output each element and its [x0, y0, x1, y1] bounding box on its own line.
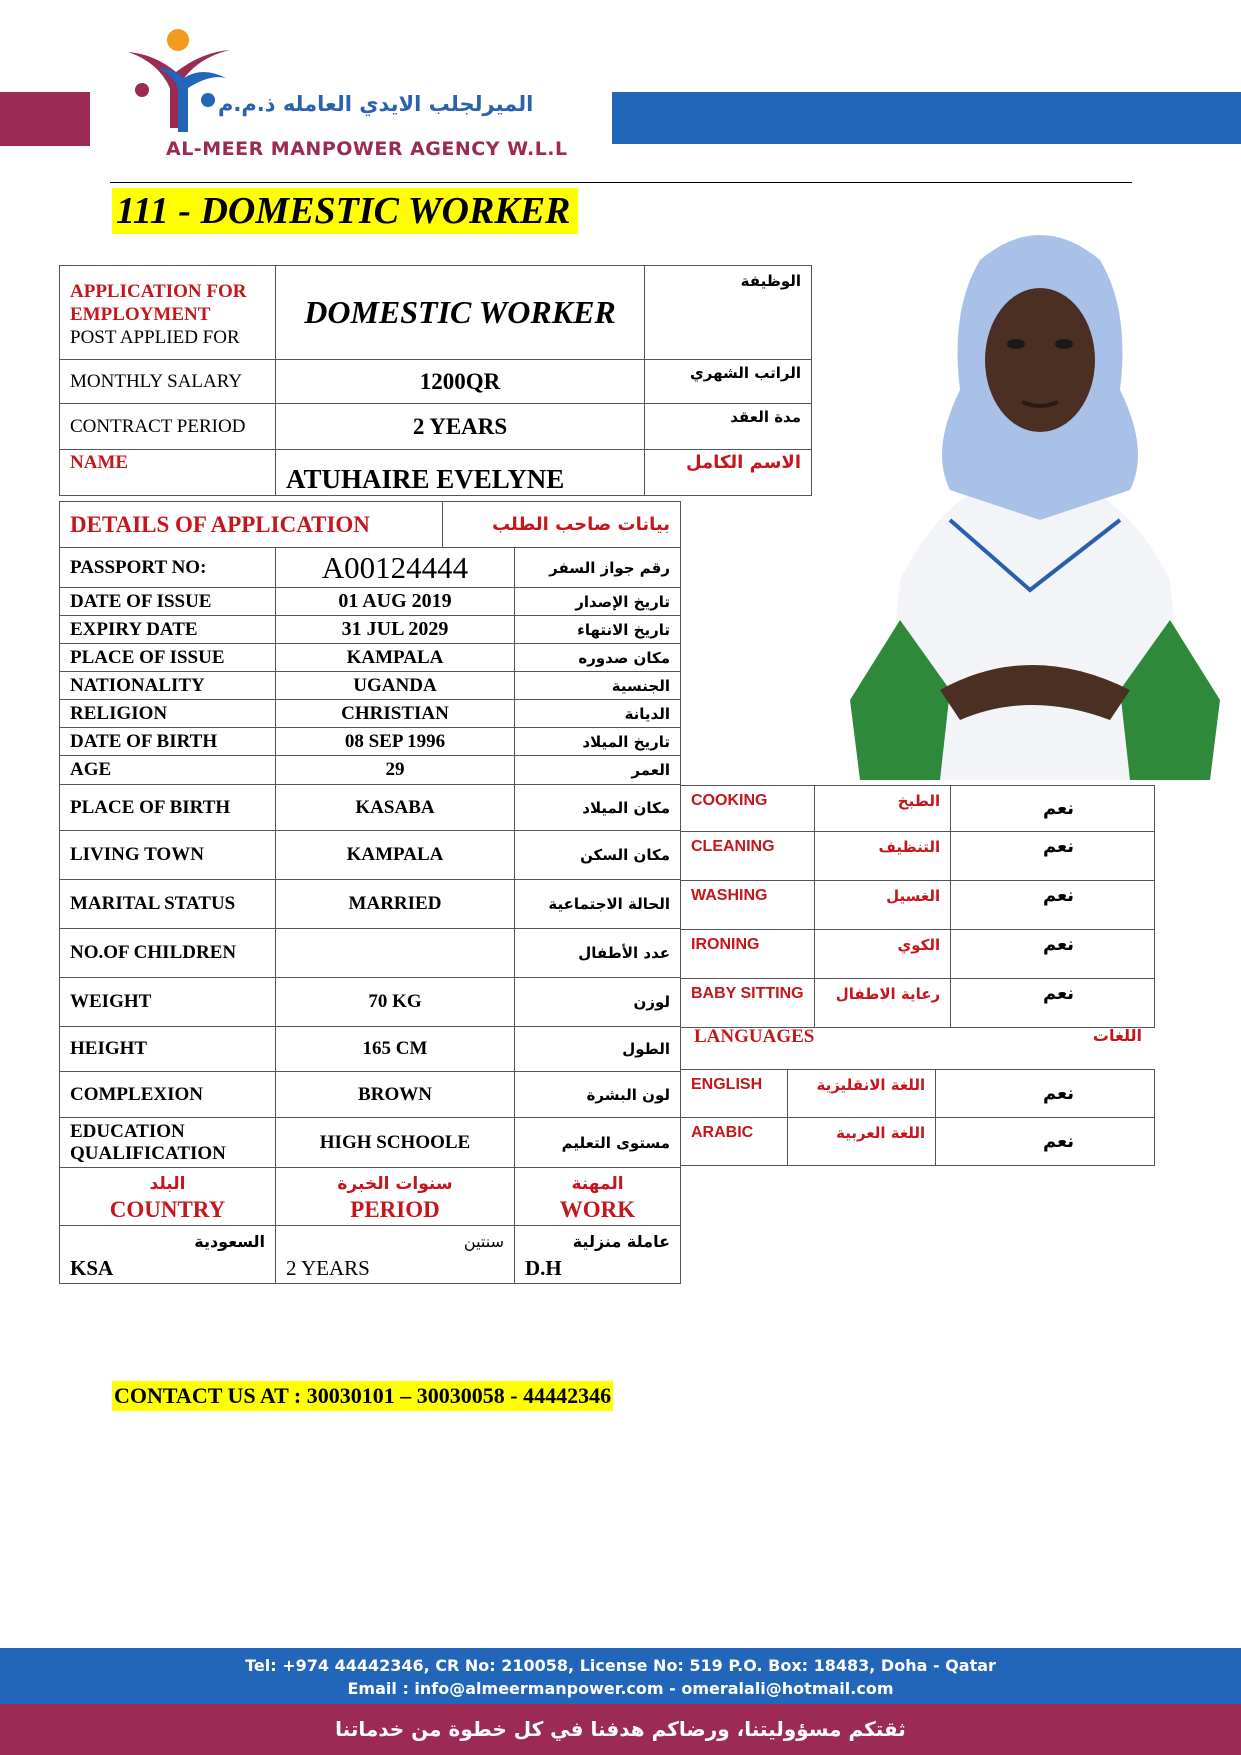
skills-table	[680, 785, 1155, 1028]
experience-row	[60, 1226, 681, 1284]
period-value: 2 YEARS	[286, 1255, 370, 1280]
table-row: AGE 29 العمر	[60, 756, 681, 785]
passport-value: A00124444	[276, 548, 515, 588]
post-applied-label: POST APPLIED FOR	[70, 327, 240, 348]
table-row: COOKING الطبخ نعم	[681, 786, 1155, 832]
work-header: WORK	[559, 1196, 636, 1222]
salary-label: MONTHLY SALARY	[60, 360, 276, 404]
logo-arabic-text: الميرلجلب الايدي العامله ذ.م.م	[218, 92, 534, 116]
post-arabic-label: الوظيفة	[645, 266, 812, 360]
header-blue-bar	[612, 92, 1241, 144]
details-title-arabic: بيانات صاحب الطلب	[443, 502, 681, 548]
applicant-photo	[830, 220, 1238, 780]
languages-table	[680, 1069, 1155, 1166]
name-arabic-label: الاسم الكامل	[645, 450, 812, 496]
table-row: BABY SITTING رعاية الاطفال نعم	[681, 979, 1155, 1028]
salary-arabic-label: الراتب الشهري	[645, 360, 812, 404]
application-table	[59, 265, 812, 496]
footer-line-2: Email : info@almeermanpower.com - omeralali@hotmail.com	[347, 1679, 894, 1698]
details-title: DETAILS OF APPLICATION	[60, 502, 443, 548]
table-row: IRONING الكوي نعم	[681, 930, 1155, 979]
table-row: DATE OF ISSUE 01 AUG 2019 تاريخ الإصدار	[60, 588, 681, 616]
contact-line: CONTACT US AT : 30030101 – 30030058 - 44442346	[112, 1381, 613, 1411]
work-arabic-header: المهنة	[571, 1173, 624, 1194]
table-row: NO.OF CHILDREN عدد الأطفال	[60, 929, 681, 978]
languages-title-arabic: اللغات	[1092, 1026, 1142, 1045]
country-arabic-header: البلد	[149, 1173, 186, 1194]
table-row: ARABIC اللغة العربية نعم	[681, 1118, 1155, 1166]
table-row: CLEANING التنظيف نعم	[681, 832, 1155, 881]
period-value-arabic: سنتين	[463, 1231, 504, 1251]
table-row: COMPLEXION BROWN لون البشرة	[60, 1072, 681, 1118]
details-table	[59, 547, 681, 1284]
country-value: KSA	[70, 1255, 114, 1280]
country-value-arabic: السعودية	[194, 1231, 265, 1251]
table-row: LIVING TOWN KAMPALA مكان السكن	[60, 831, 681, 880]
post-value: DOMESTIC WORKER	[276, 266, 645, 360]
passport-arabic-label: رقم جواز السفر	[515, 548, 681, 588]
logo-english-text: AL-MEER MANPOWER AGENCY W.L.L	[166, 138, 568, 160]
page-title: 111 - DOMESTIC WORKER	[112, 188, 578, 234]
header-maroon-bar	[0, 92, 90, 146]
name-label: NAME	[60, 450, 276, 496]
table-row: HEIGHT 165 CM الطول	[60, 1027, 681, 1072]
work-value: D.H	[525, 1255, 562, 1280]
details-title-table	[59, 501, 681, 548]
table-row: PLACE OF BIRTH KASABA مكان الميلاد	[60, 785, 681, 831]
table-row: WASHING الغسيل نعم	[681, 881, 1155, 930]
period-header: PERIOD	[350, 1196, 440, 1222]
work-value-arabic: عاملة منزلية	[572, 1231, 670, 1251]
period-arabic-header: سنوات الخبرة	[337, 1173, 453, 1194]
name-value: ATUHAIRE EVELYNE	[276, 450, 645, 496]
contract-arabic-label: مدة العقد	[645, 404, 812, 450]
languages-title: LANGUAGES	[694, 1026, 815, 1047]
table-row: EXPIRY DATE 31 JUL 2029 تاريخ الانتهاء	[60, 616, 681, 644]
table-row: ENGLISH اللغة الانقليزية نعم	[681, 1070, 1155, 1118]
contract-value: 2 YEARS	[276, 404, 645, 450]
table-row: MARITAL STATUS MARRIED الحالة الاجتماعية	[60, 880, 681, 929]
table-row: DATE OF BIRTH 08 SEP 1996 تاريخ الميلاد	[60, 728, 681, 756]
table-row: RELIGION CHRISTIAN الديانة	[60, 700, 681, 728]
passport-label: PASSPORT NO:	[60, 548, 276, 588]
application-for-employment-label: APPLICATION FOR EMPLOYMENT	[70, 281, 247, 325]
table-row: NATIONALITY UGANDA الجنسية	[60, 672, 681, 700]
experience-header-row	[60, 1168, 681, 1226]
footer-contact-bar	[0, 1648, 1241, 1704]
salary-value: 1200QR	[276, 360, 645, 404]
agency-logo-icon	[118, 28, 238, 138]
table-row: EDUCATION QUALIFICATION HIGH SCHOOLE مستوى التعليم	[60, 1118, 681, 1168]
country-header: COUNTRY	[109, 1196, 226, 1222]
footer-slogan: ثقتكم مسؤوليتنا، ورضاكم هدفنا في كل خطوة من خدماتنا	[0, 1704, 1241, 1755]
table-row: PLACE OF ISSUE KAMPALA مكان صدوره	[60, 644, 681, 672]
header-rule	[110, 182, 1132, 183]
table-row: WEIGHT 70 KG لوزن	[60, 978, 681, 1027]
footer-line-1: Tel: +974 44442346, CR No: 210058, License No: 519 P.O. Box: 18483, Doha - Qatar	[245, 1656, 996, 1675]
contract-label: CONTRACT PERIOD	[60, 404, 276, 450]
